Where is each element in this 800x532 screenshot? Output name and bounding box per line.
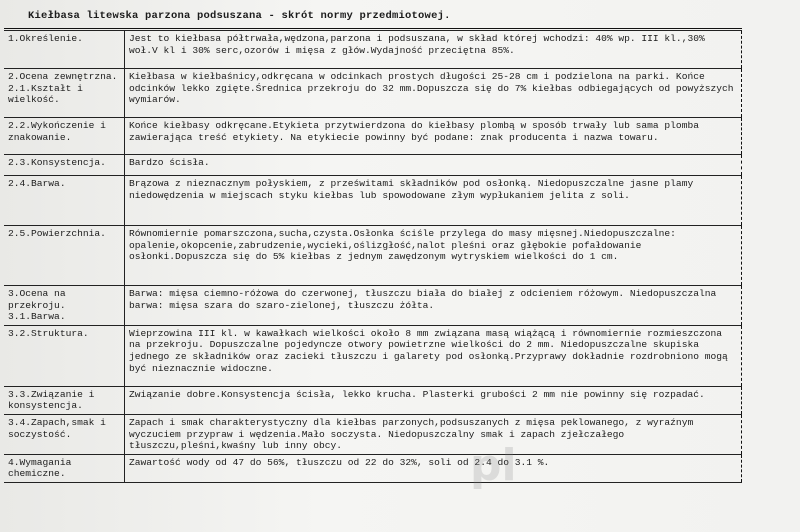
table-row bbox=[4, 386, 742, 414]
watermark: pl bbox=[470, 440, 517, 491]
row-label: 2.4.Barwa. bbox=[4, 176, 125, 226]
row-label: 2.Ocena zewnętrzna. 2.1.Kształt i wielkość. bbox=[4, 69, 125, 118]
row-text: Kiełbasa w kiełbaśnicy,odkręcana w odcinkach prostych długości 25-28 cm i podzielona na parki. Końce odcinków lekko zgięte.Średnica przekroju do 32 mm.Dopuszcza się do 7% kiełbas odbiegających od powyższych wymiarów. bbox=[125, 69, 742, 118]
norm-table bbox=[4, 30, 742, 483]
row-label: 1.Określenie. bbox=[4, 31, 125, 69]
table-row bbox=[4, 414, 742, 454]
row-label: 2.3.Konsystencja. bbox=[4, 155, 125, 176]
row-text: Brązowa z nieznacznym połyskiem, z prześwitami składników pod osłonką. Niedopuszczalne jasne plamy niedowędzenia w miejscach styku kiełbas lub spowodowane złym wypłukaniem jelita z soli. bbox=[125, 176, 742, 226]
row-text: Końce kiełbasy odkręcane.Etykieta przytwierdzona do kiełbasy plombą w sposób trwały lub sama plomba zawierająca treść etykiety. Na etykiecie powinny być podane: znak producenta i nazwa towaru. bbox=[125, 118, 742, 155]
table-row bbox=[4, 69, 742, 118]
row-label: 3.2.Struktura. bbox=[4, 325, 125, 386]
row-text: Równomiernie pomarszczona,sucha,czysta.Osłonka ściśle przylega do masy mięsnej.Niedopuszczalne: opalenie,okopcenie,zabrudzenie,wycieki,oślizgłość,nalot pleśni oraz głębokie pofałdowanie osłonki.Dopuszcza się do 5% kiełbas z jednym zawędzonym wytryskiem wielkości do 1 cm. bbox=[125, 226, 742, 286]
row-text: Bardzo ścisła. bbox=[125, 155, 742, 176]
row-text: Barwa: mięsa ciemno-różowa do czerwonej, tłuszczu biała do białej z odcieniem różowym. Niedopuszczalna barwa: mięsa szara do szaro-zielonej, tłuszczu żółta. bbox=[125, 286, 742, 326]
table-row bbox=[4, 31, 742, 69]
title-divider bbox=[4, 28, 742, 29]
row-text: Związanie dobre.Konsystencja ścisła, lekko krucha. Plasterki grubości 2 mm nie powinny się rozpadać. bbox=[125, 386, 742, 414]
row-label: 2.2.Wykończenie i znakowanie. bbox=[4, 118, 125, 155]
row-text: Zawartość wody od 47 do 56%, tłuszczu od 22 do 32%, soli od 2.4 do 3.1 %. bbox=[125, 454, 742, 482]
row-label: 2.5.Powierzchnia. bbox=[4, 226, 125, 286]
row-label: 3.4.Zapach,smak i soczystość. bbox=[4, 414, 125, 454]
row-text: Jest to kiełbasa półtrwała,wędzona,parzona i podsuszana, w skład której wchodzi: 40% wp. III kl.,30% woł.V kl i 30% serc,ozorów i mięsa z głów.Wydajność przeciętna 85%. bbox=[125, 31, 742, 69]
table-row bbox=[4, 155, 742, 176]
row-label: 4.Wymagania chemiczne. bbox=[4, 454, 125, 482]
table-row bbox=[4, 226, 742, 286]
table-row bbox=[4, 454, 742, 482]
row-label: 3.Ocena na przekroju. 3.1.Barwa. bbox=[4, 286, 125, 326]
table-row bbox=[4, 325, 742, 386]
table-row bbox=[4, 118, 742, 155]
row-label: 3.3.Związanie i konsystencja. bbox=[4, 386, 125, 414]
row-text: Zapach i smak charakterystyczny dla kiełbas parzonych,podsuszanych z mięsa peklowanego, z wyraźnym wyczuciem przypraw i wędzenia.Mało soczysta. Niedopuszczalny smak i zapach zjełczałego tłuszczu,pleśni,kwaśny lub inny obcy. bbox=[125, 414, 742, 454]
table-row bbox=[4, 286, 742, 326]
row-text: Wieprzowina III kl. w kawałkach wielkości około 8 mm związana masą wiążącą i równomiernie rozmieszczona na przekroju. Dopuszczalne pojedyncze otwory powietrzne wielkości do 2 mm. Niedopuszczalne skupiska jednego ze składników oraz zacieki tłuszczu i galarety pod osłonką.Przyprawy dokładnie rozdrobniono mogą być nieznacznie widoczne. bbox=[125, 325, 742, 386]
table-row bbox=[4, 176, 742, 226]
document-title: Kiełbasa litewska parzona podsuszana - skrót normy przedmiotowej. bbox=[28, 10, 451, 22]
